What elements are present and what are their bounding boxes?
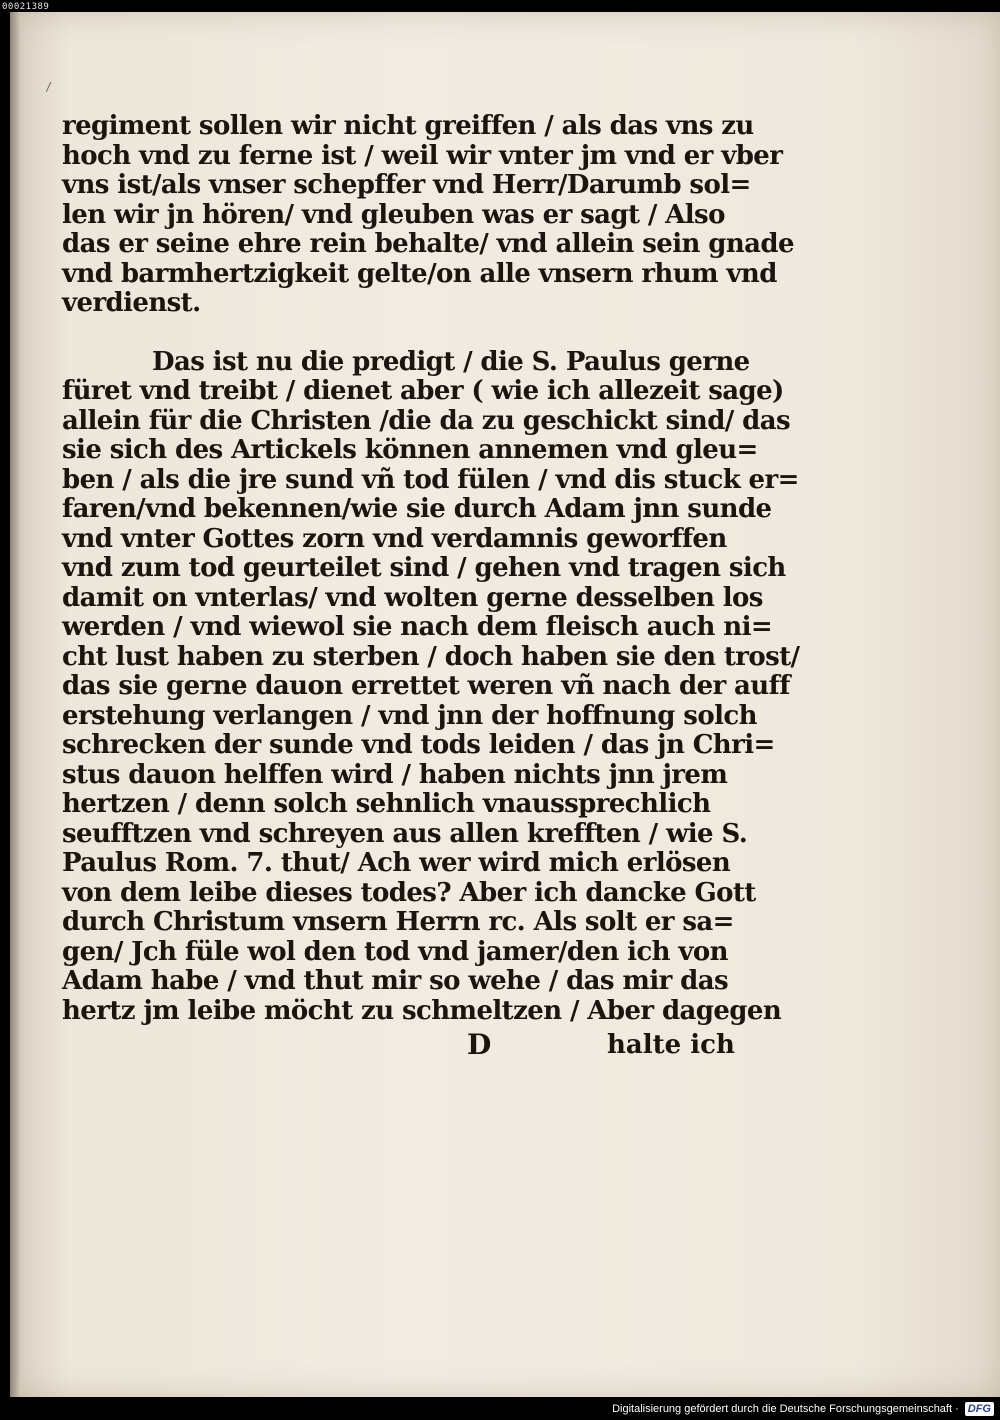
text-line: sie sich des Artickels können annemen vnd gleu= xyxy=(62,435,758,465)
catchword: halte ich xyxy=(607,1030,735,1060)
text-line: werden / vnd wiewol sie nach dem fleisch auch ni= xyxy=(62,612,773,642)
paragraph-2 xyxy=(62,346,800,1027)
text-line: faren/vnd bekennen/wie sie durch Adam jnn sunde xyxy=(62,494,772,524)
text-line: len wir jn hören/ vnd gleuben was er sagt / Also xyxy=(62,199,725,230)
text-line: regiment sollen wir nicht greiffen / als das vns zu xyxy=(62,111,754,141)
text-line: seufftzen vnd schreyen aus allen krefften / wie S. xyxy=(62,818,748,849)
text-line: damit on vnterlas/ vnd wolten gerne desselben los xyxy=(62,582,763,613)
text-line: hertz jm leibe möcht zu schmeltzen / Aber dagegen xyxy=(62,995,782,1026)
footer-text: Digitalisierung gefördert durch die Deutsche Forschungsgemeinschaft · xyxy=(612,1403,959,1415)
paragraph-gap xyxy=(62,319,722,348)
text-line: vnd vnter Gottes zorn vnd verdamnis geworffen xyxy=(62,523,727,554)
text-line: schrecken der sunde vnd tods leiden / das jn Chri= xyxy=(62,730,775,760)
text-line: von dem leibe dieses todes? Aber ich dancke Gott xyxy=(62,877,756,908)
page-binding-edge xyxy=(10,12,20,1397)
footer-credit xyxy=(612,1398,1000,1420)
scan-id-label: 00021389 xyxy=(2,2,50,12)
text-line: füret vnd treibt / dienet aber ( wie ich allezeit sage) xyxy=(62,376,784,406)
page-text-block xyxy=(62,111,800,1064)
text-line: Das ist nu die predigt / die S. Paulus gerne xyxy=(152,346,750,377)
catchword-row xyxy=(62,1028,735,1064)
text-line: stus dauon helffen wird / haben nichts jnn jrem xyxy=(62,759,728,790)
text-line: vns ist/als vnser schepffer vnd Herr/Darumb sol= xyxy=(62,170,751,200)
dfg-logo-icon: DFG xyxy=(965,1402,994,1416)
paragraph-1 xyxy=(62,111,794,319)
text-line: allein für die Christen /die da zu geschickt sind/ das xyxy=(62,405,791,436)
signature-mark: D xyxy=(467,1028,492,1061)
text-line: Adam habe / vnd thut mir so wehe / das mir das xyxy=(62,966,729,996)
text-line: das er seine ehre rein behalte/ vnd allein sein gnade xyxy=(62,229,794,259)
text-line: hoch vnd zu ferne ist / weil wir vnter jm vnd er vber xyxy=(62,140,783,171)
text-line: verdienst. xyxy=(62,288,201,318)
text-line: erstehung verlangen / vnd jnn der hoffnung solch xyxy=(62,700,757,731)
text-line: durch Christum vnsern Herrn rc. Als solt er sa= xyxy=(62,907,734,937)
text-line: hertzen / denn solch sehnlich vnaussprechlich xyxy=(62,789,711,819)
text-line: Paulus Rom. 7. thut/ Ach wer wird mich erlösen xyxy=(62,848,731,878)
text-line: vnd zum tod geurteilet sind / gehen vnd tragen sich xyxy=(62,553,786,583)
text-line: ben / als die jre sund vñ tod fülen / vnd dis stuck er= xyxy=(62,464,799,495)
text-line: gen/ Jch füle wol den tod vnd jamer/den ich von xyxy=(62,936,728,967)
text-line: das sie gerne dauon errettet weren vñ nach der auff xyxy=(62,671,790,701)
text-line: cht lust haben zu sterben / doch haben sie den trost/ xyxy=(62,641,800,672)
pencil-mark xyxy=(46,82,60,92)
text-line: vnd barmhertzigkeit gelte/on alle vnsern rhum vnd xyxy=(62,258,777,289)
